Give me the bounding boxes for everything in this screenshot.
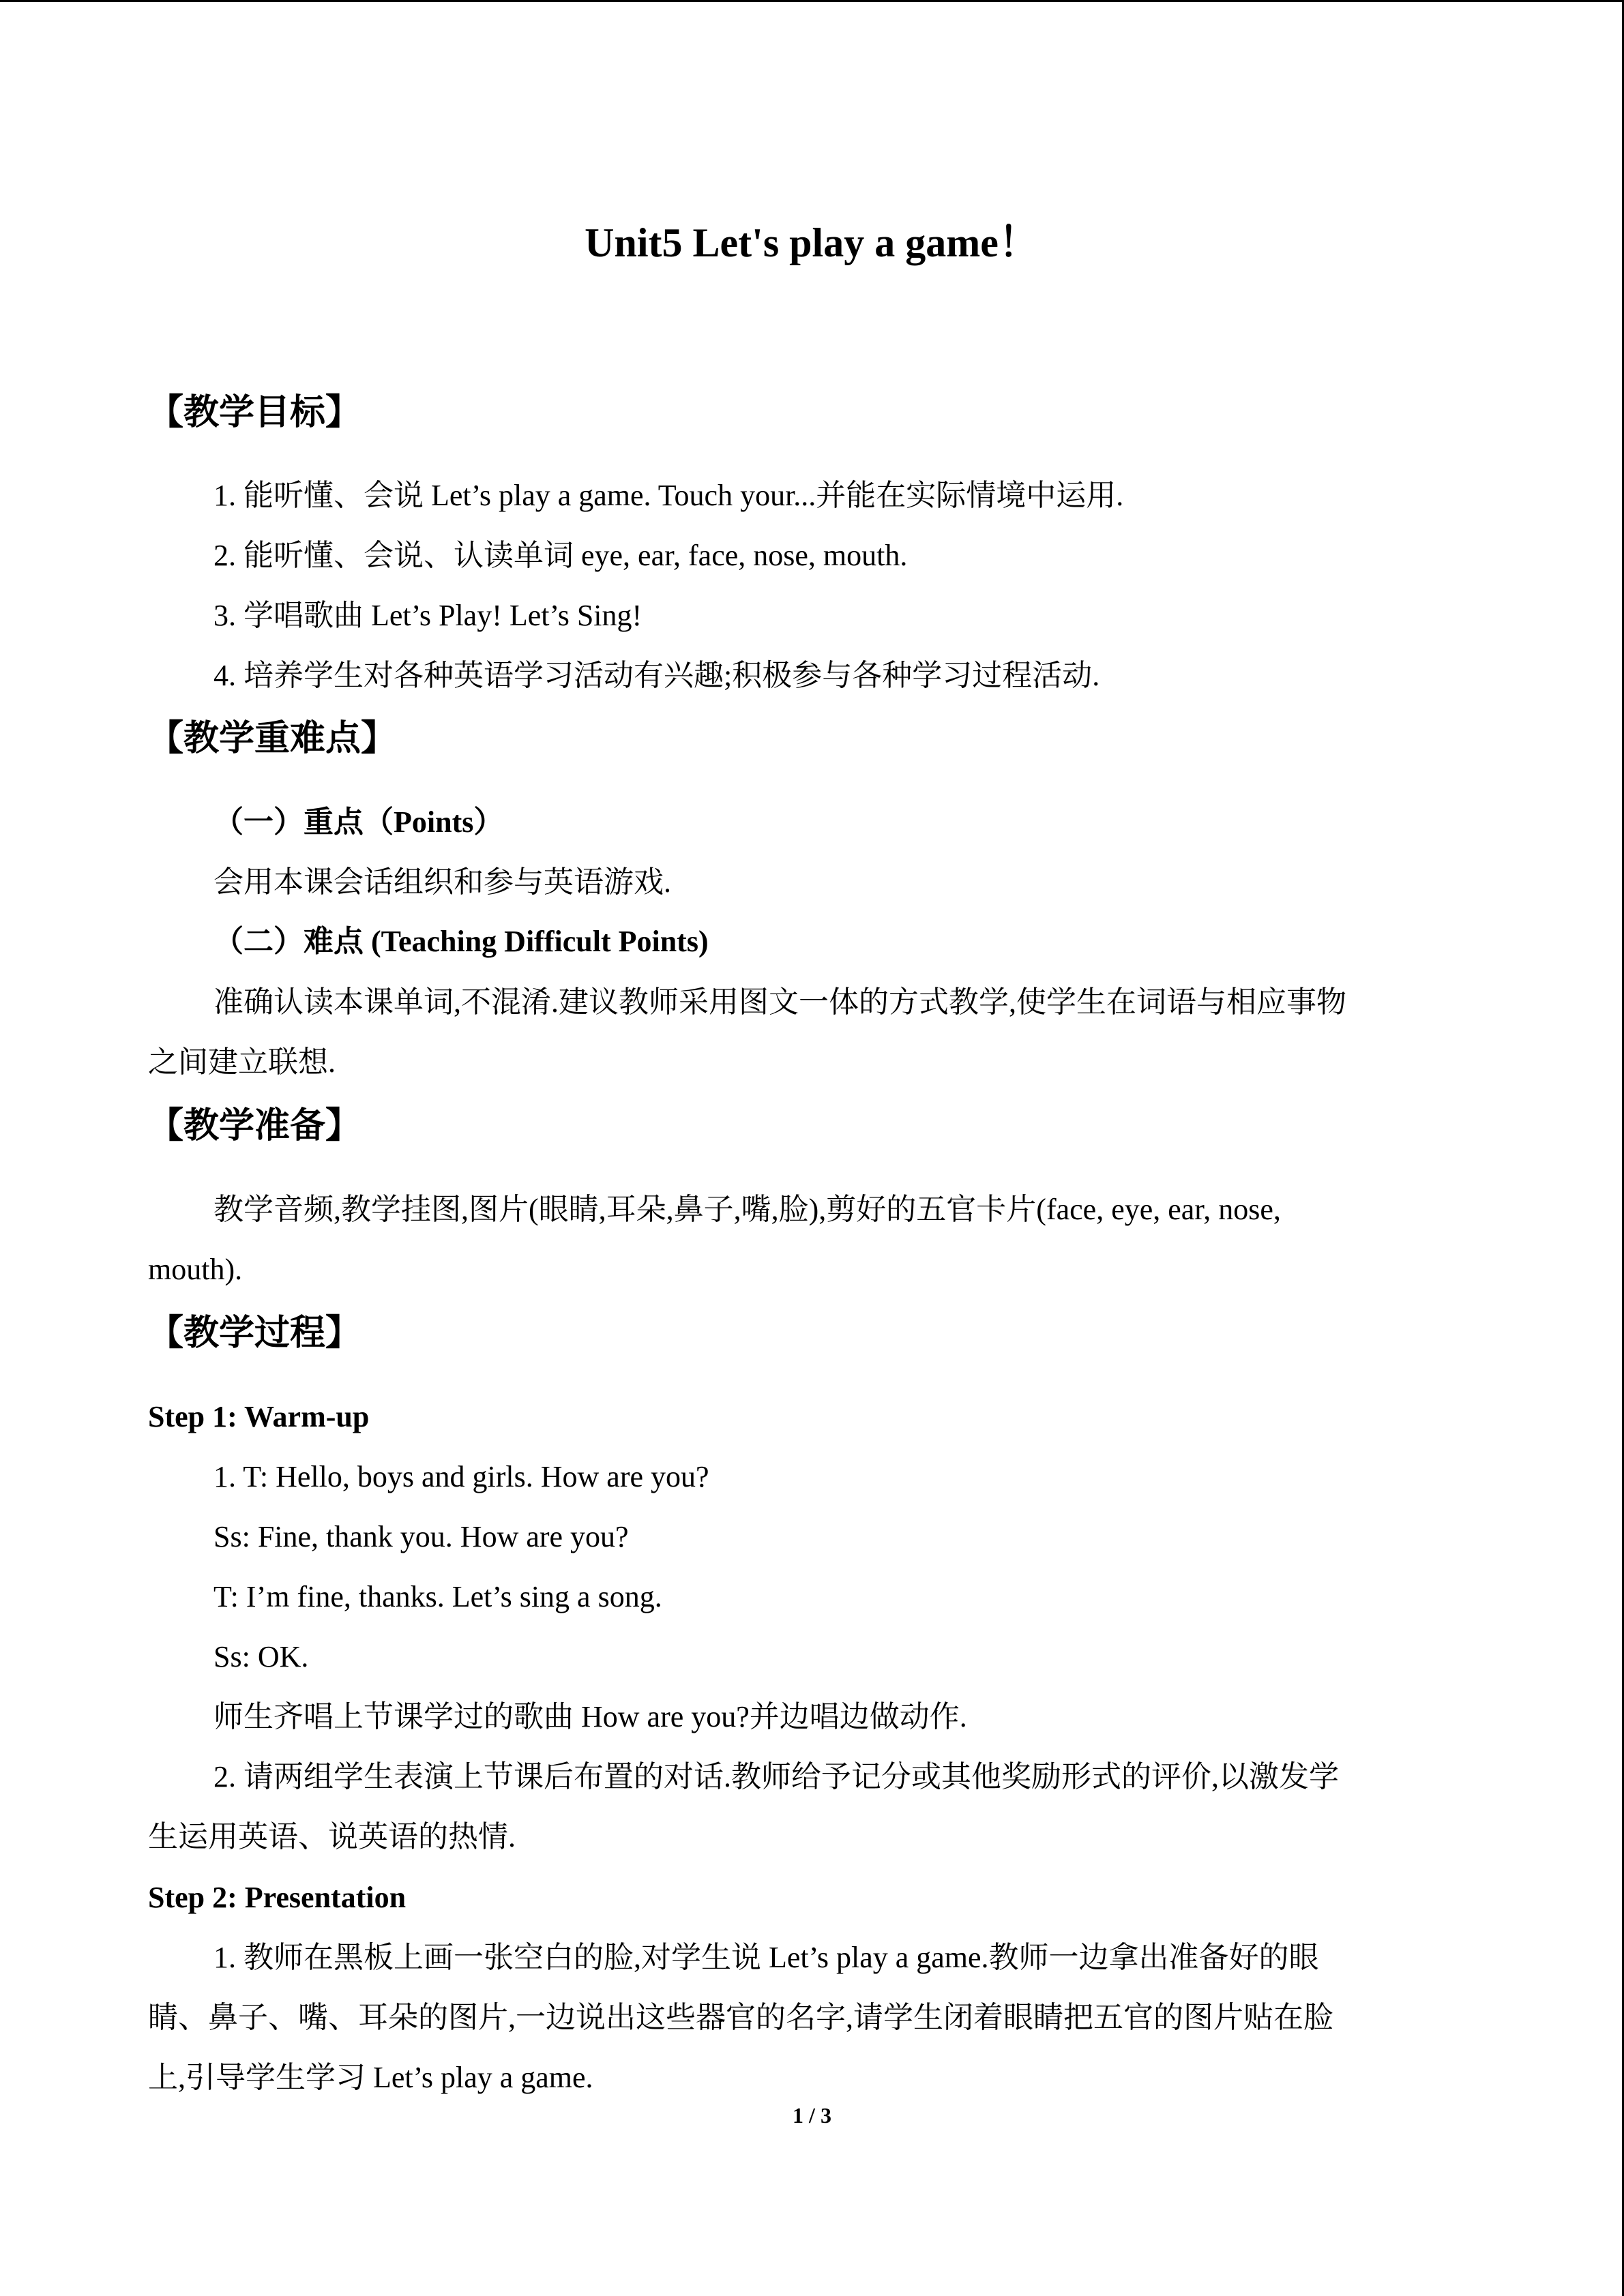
page-number: 1 / 3 <box>793 2103 831 2128</box>
difficult-points-label: （二）难点 (Teaching Difficult Points) <box>213 925 709 958</box>
key-points-heading: 【教学重难点】 <box>148 718 397 759</box>
objectives-heading: 【教学目标】 <box>148 392 361 433</box>
step-2-item-1-line-1: 1. 教师在黑板上画一张空白的脸,对学生说 Let’s play a game.教师一边拿出准备好的眼 <box>213 1941 1319 1974</box>
step-2-title: Step 2: Presentation <box>148 1881 407 1914</box>
difficult-points-text-line-2: 之间建立联想. <box>148 1045 336 1079</box>
step-1-line-5: 师生齐唱上节课学过的歌曲 How are you?并边唱边做动作. <box>213 1700 967 1733</box>
step-1-item-2-line-1: 2. 请两组学生表演上节课后布置的对话.教师给予记分或其他奖励形式的评价,以激发学 <box>213 1760 1339 1793</box>
preparation-text-line-2: mouth). <box>148 1253 243 1286</box>
step-2-item-1-line-3: 上,引导学生学习 Let’s play a game. <box>148 2061 593 2094</box>
document-title: Unit5 Let's play a game！ <box>585 220 1039 265</box>
preparation-text-line-1: 教学音频,教学挂图,图片(眼睛,耳朵,鼻子,嘴,脸),剪好的五官卡片(face, eye, ear, nose, <box>213 1193 1281 1226</box>
step-1-line-1: 1. T: Hello, boys and girls. How are you? <box>213 1460 709 1493</box>
page-top-border <box>0 0 1624 2</box>
preparation-heading: 【教学准备】 <box>148 1105 361 1146</box>
objective-item-1: 1. 能听懂、会说 Let’s play a game. Touch your...并能在实际情境中运用. <box>213 479 1124 512</box>
step-2-item-1-line-2: 睛、鼻子、嘴、耳朵的图片,一边说出这些器官的名字,请学生闭着眼睛把五官的图片贴在脸 <box>148 2001 1333 2034</box>
step-1-item-2-line-2: 生运用英语、说英语的热情. <box>148 1820 516 1853</box>
process-heading: 【教学过程】 <box>148 1313 361 1354</box>
objective-item-4: 4. 培养学生对各种英语学习活动有兴趣;积极参与各种学习过程活动. <box>213 659 1100 692</box>
points-text: 会用本课会话组织和参与英语游戏. <box>213 865 671 899</box>
objective-item-3: 3. 学唱歌曲 Let’s Play! Let’s Sing! <box>213 599 643 632</box>
objective-item-2: 2. 能听懂、会说、认读单词 eye, ear, face, nose, mouth. <box>213 539 908 572</box>
step-1-line-2: Ss: Fine, thank you. How are you? <box>213 1520 629 1553</box>
difficult-points-text-line-1: 准确认读本课单词,不混淆.建议教师采用图文一体的方式教学,使学生在词语与相应事物 <box>213 985 1346 1019</box>
step-1-title: Step 1: Warm-up <box>148 1400 370 1433</box>
points-label: （一）重点（Points） <box>213 805 504 839</box>
step-1-line-4: Ss: OK. <box>213 1640 309 1673</box>
step-1-line-3: T: I’m fine, thanks. Let’s sing a song. <box>213 1580 662 1613</box>
